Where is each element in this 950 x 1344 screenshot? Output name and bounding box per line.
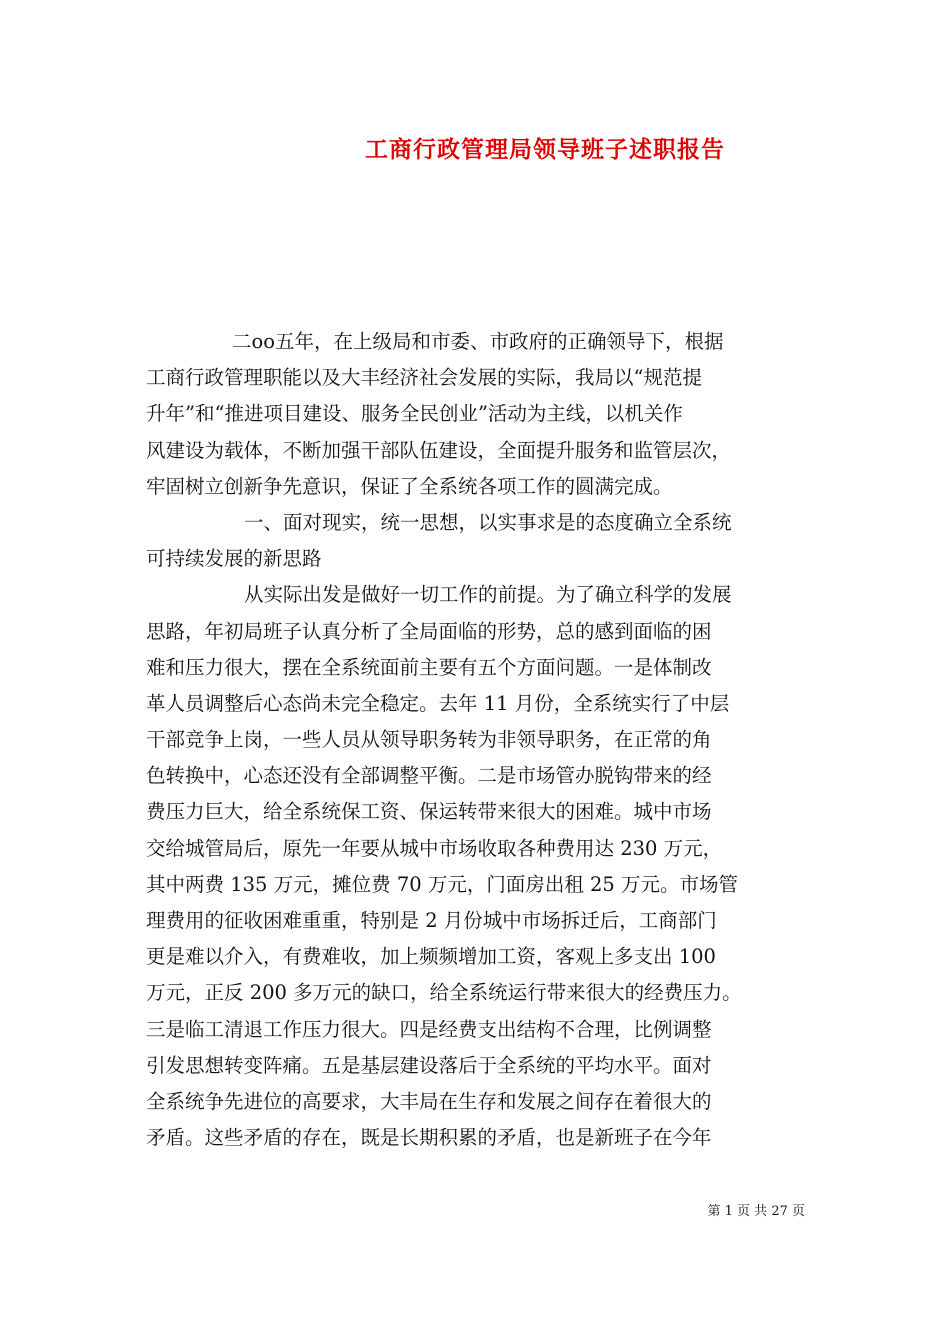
text-line: 引发思想转变阵痛。五是基层建设落后于全系统的平均水平。面对 — [146, 1053, 712, 1077]
text-line: 难和压力很大，摆在全系统面前主要有五个方面问题。一是体制改 — [146, 655, 712, 679]
text-line: 干部竞争上岗，一些人员从领导职务转为非领导职务，在正常的角 — [146, 728, 712, 752]
text-line: 从实际出发是做好一切工作的前提。为了确立科学的发展 — [244, 583, 732, 607]
text-line: 升年”和“推进项目建设、服务全民创业”活动为主线，以机关作 — [146, 402, 683, 426]
page-number: 第 1 页 共 27 页 — [707, 1204, 805, 1219]
document-body — [146, 324, 806, 1156]
text-line: 矛盾。这些矛盾的存在，既是长期积累的矛盾，也是新班子在今年 — [146, 1126, 712, 1150]
heading-line: 一、面对现实，统一思想，以实事求是的态度确立全系统 — [244, 510, 732, 534]
text-line: 理费用的征收困难重重，特别是 2 月份城中市场拆迁后，工商部门 — [146, 909, 717, 932]
text-line: 思路，年初局班子认真分析了全局面临的形势，总的感到面临的困 — [146, 619, 712, 643]
text-line: 风建设为载体，不断加强干部队伍建设，全面提升服务和监管层次， — [146, 438, 732, 462]
paragraph-intro — [146, 324, 806, 505]
text-line: 工商行政管理职能以及大丰经济社会发展的实际，我局以“规范提 — [146, 366, 702, 390]
text-line: 三是临工清退工作压力很大。四是经费支出结构不合理，比例调整 — [146, 1017, 712, 1041]
text-line: 革人员调整后心态尚未完全稳定。去年 11 月份，全系统实行了中层 — [146, 691, 730, 715]
text-line: 交给城管局后，原先一年要从城中市场收取各种费用达 230 万元， — [146, 836, 723, 860]
text-line: 二oo五年，在上级局和市委、市政府的正确领导下，根据 — [232, 330, 724, 353]
document-title: 工商行政管理局领导班子述职报告 — [365, 136, 725, 163]
text-line: 更是难以介入，有费难收，加上频频增加工资，客观上多支出 100 — [146, 945, 716, 969]
text-line: 万元，正反 200 多万元的缺口，给全系统运行带来很大的经费压力。 — [146, 981, 742, 1005]
text-line: 其中两费 135 万元，摊位费 70 万元，门面房出租 25 万元。市场管 — [146, 872, 739, 896]
text-line: 全系统争先进位的高要求，大丰局在生存和发展之间存在着很大的 — [146, 1089, 712, 1113]
text-line: 费压力巨大，给全系统保工资、保运转带来很大的困难。城中市场 — [146, 800, 712, 824]
paragraph-section-1 — [146, 577, 806, 1156]
text-line: 牢固树立创新争先意识，保证了全系统各项工作的圆满完成。 — [146, 474, 673, 498]
text-line: 色转换中，心态还没有全部调整平衡。二是市场管办脱钩带来的经 — [146, 764, 712, 788]
section-heading-1 — [146, 505, 806, 577]
heading-line: 可持续发展的新思路 — [146, 547, 322, 571]
